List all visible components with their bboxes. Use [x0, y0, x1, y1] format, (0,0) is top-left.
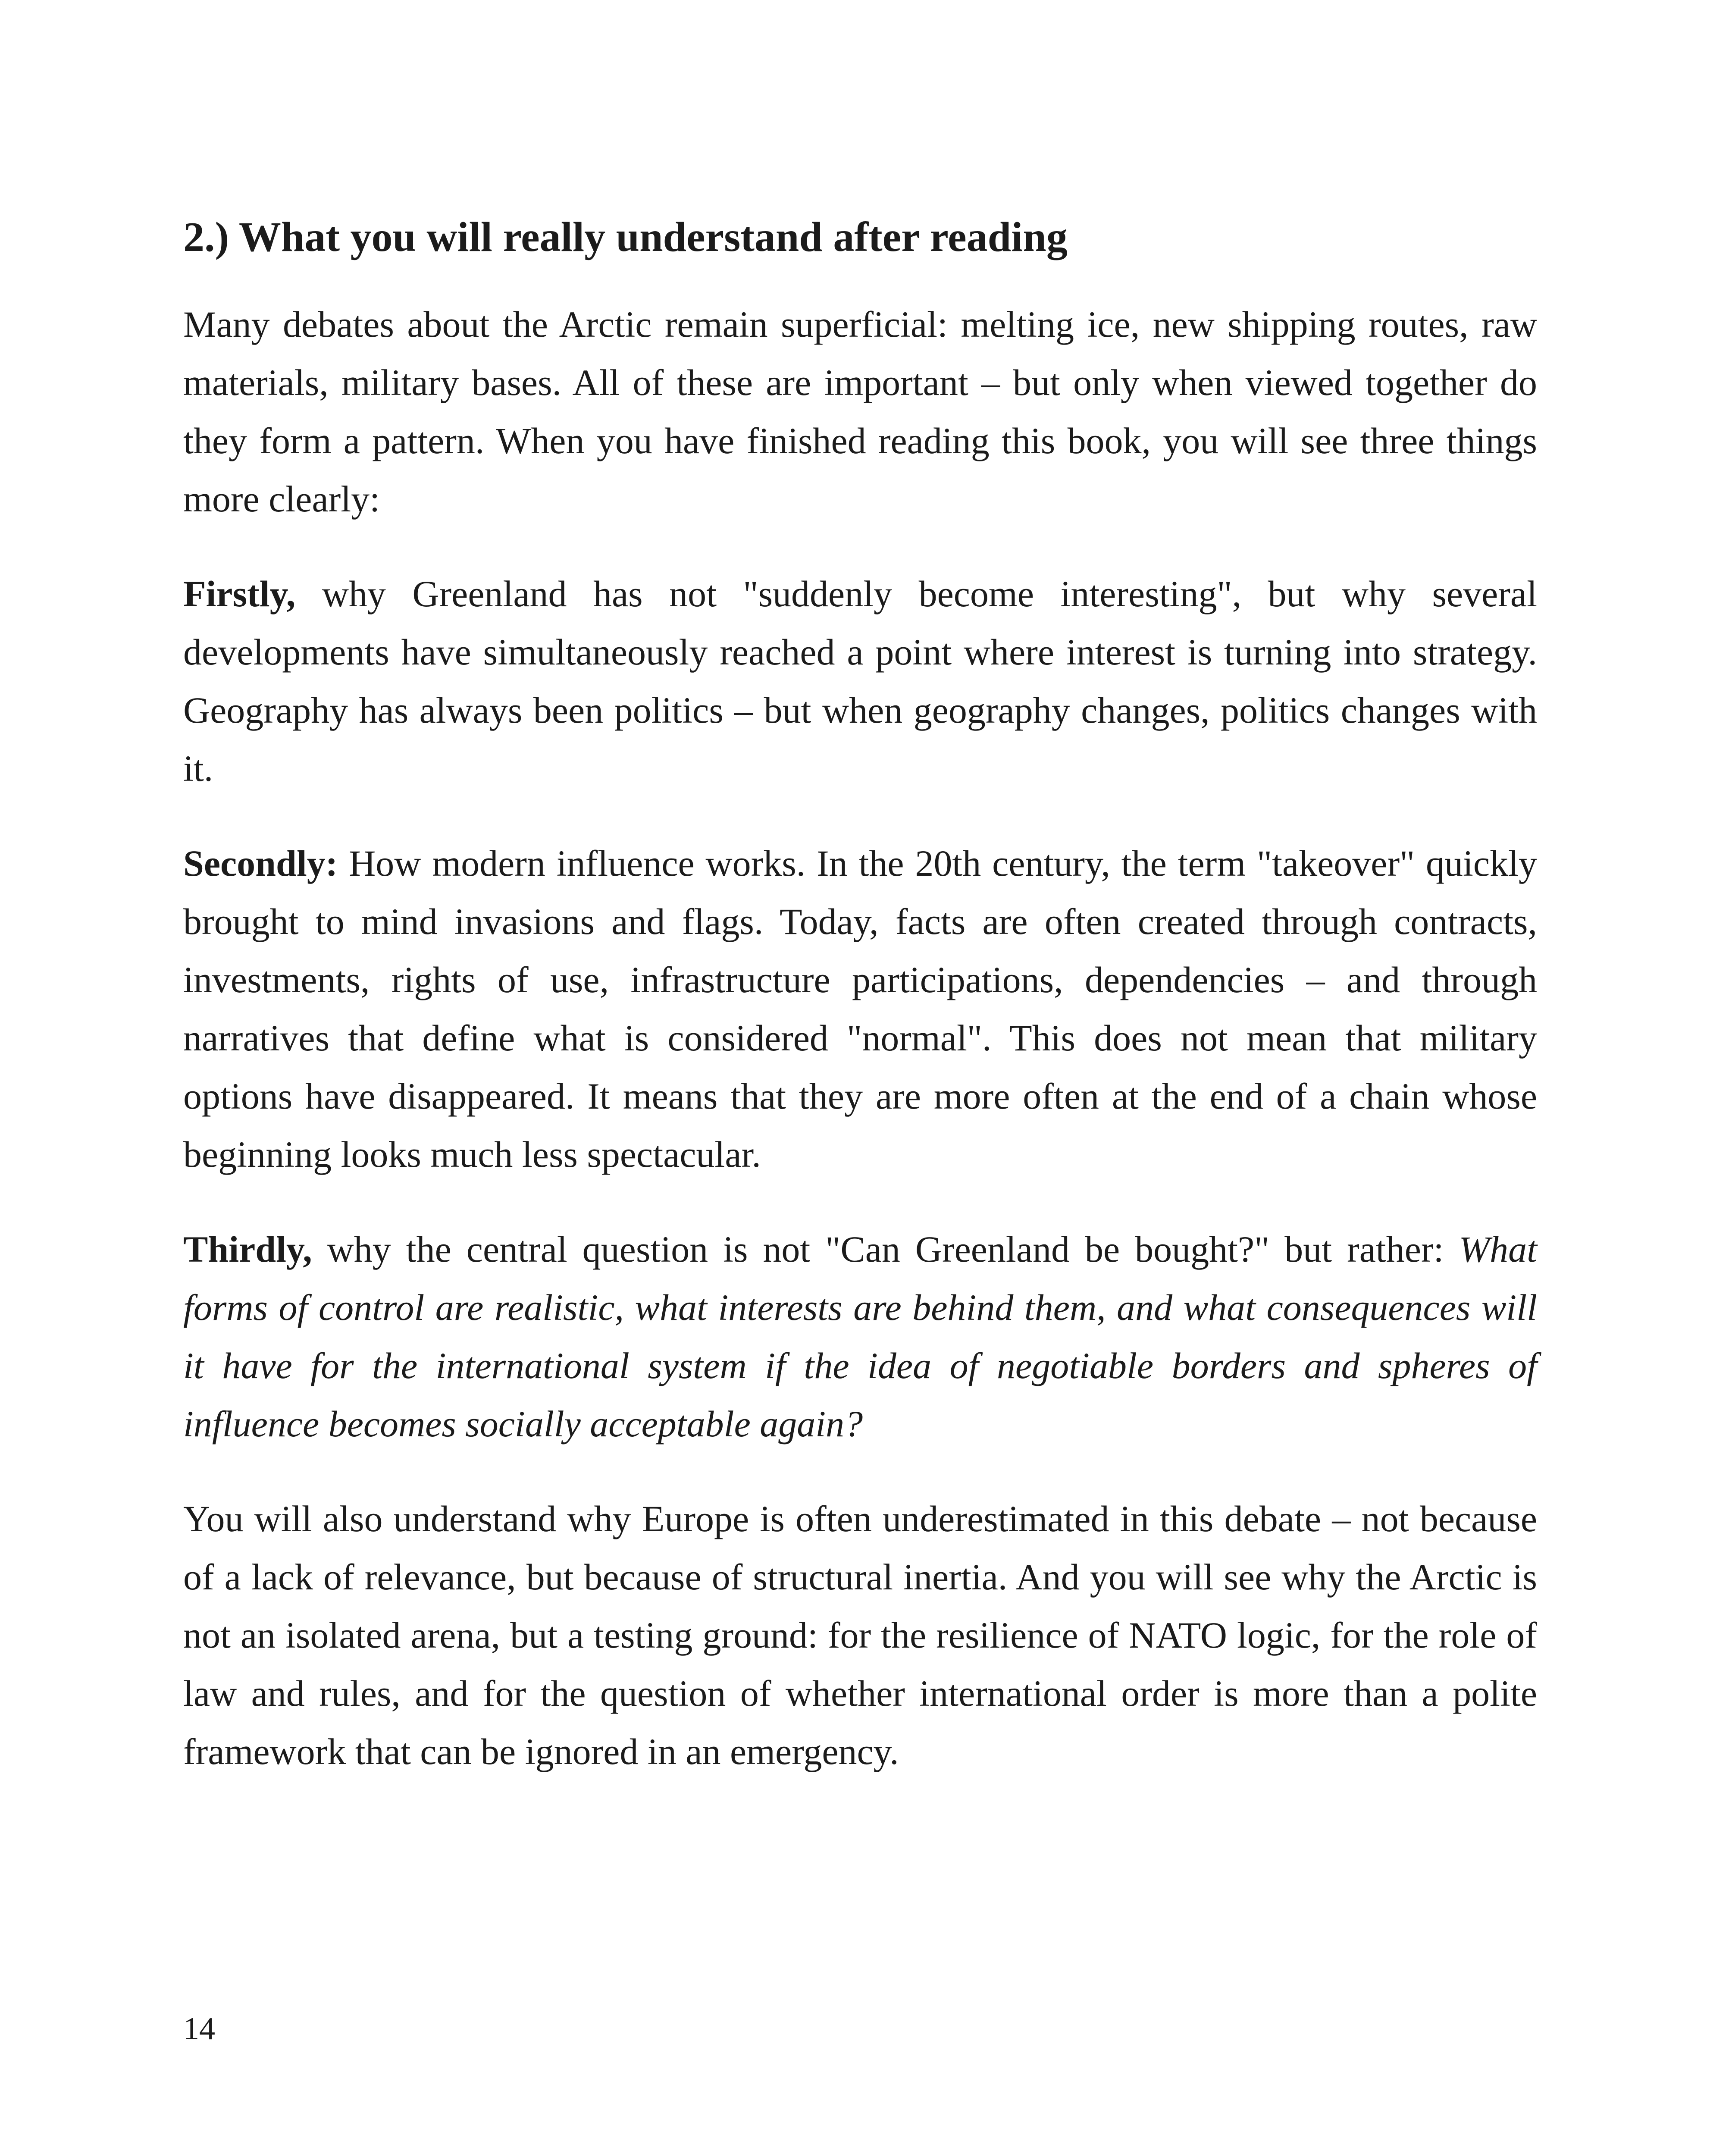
point-firstly — [183, 565, 1537, 798]
point-lead: Firstly, — [183, 573, 296, 614]
central-question-italic: What forms of control are realistic, what interests are behind them, and what consequences will it have for the international system if the idea of negotiable borders and spheres of influence becomes socially acceptable again? — [183, 1228, 1537, 1445]
point-text: How modern influence works. In the 20th century, the term "takeover" quickly brought to mind invasions and flags. Today, facts are often created through contracts, investments, rights of use, infrastructure participations, dependencies – and through narratives that define what is considered "normal". This does not mean that military options have disappeared. It means that they are more often at the end of a chain whose beginning looks much less spectacular. — [183, 843, 1537, 1175]
point-text: why the central question is not "Can Greenland be bought?" but rather: — [312, 1228, 1459, 1270]
intro-paragraph: Many debates about the Arctic remain superficial: melting ice, new shipping routes, raw materials, military bases. All of these are important – but only when viewed together do they form a pattern. When you have finished reading this book, you will see three things more clearly: — [183, 304, 1537, 520]
point-lead: Thirdly, — [183, 1228, 312, 1270]
point-thirdly — [183, 1220, 1537, 1453]
page-number: 14 — [183, 2011, 215, 2046]
section-heading: 2.) What you will really understand after reading — [183, 214, 1068, 260]
point-lead: Secondly: — [183, 843, 338, 884]
point-text: why Greenland has not "suddenly become interesting", but why several developments have simultaneously reached a point where interest is turning into strategy. Geography has always been politics – but when geography changes, politics changes with it. — [183, 573, 1537, 789]
closing-paragraph: You will also understand why Europe is often underestimated in this debate – not because of a lack of relevance, but because of structural inertia. And you will see why the Arctic is not an isolated arena, but a testing ground: for the resilience of NATO logic, for the role of law and rules, and for the question of whether international order is more than a polite framework that can be ignored in an emergency. — [183, 1498, 1537, 1772]
page-content — [183, 203, 1537, 1781]
point-secondly — [183, 834, 1537, 1184]
